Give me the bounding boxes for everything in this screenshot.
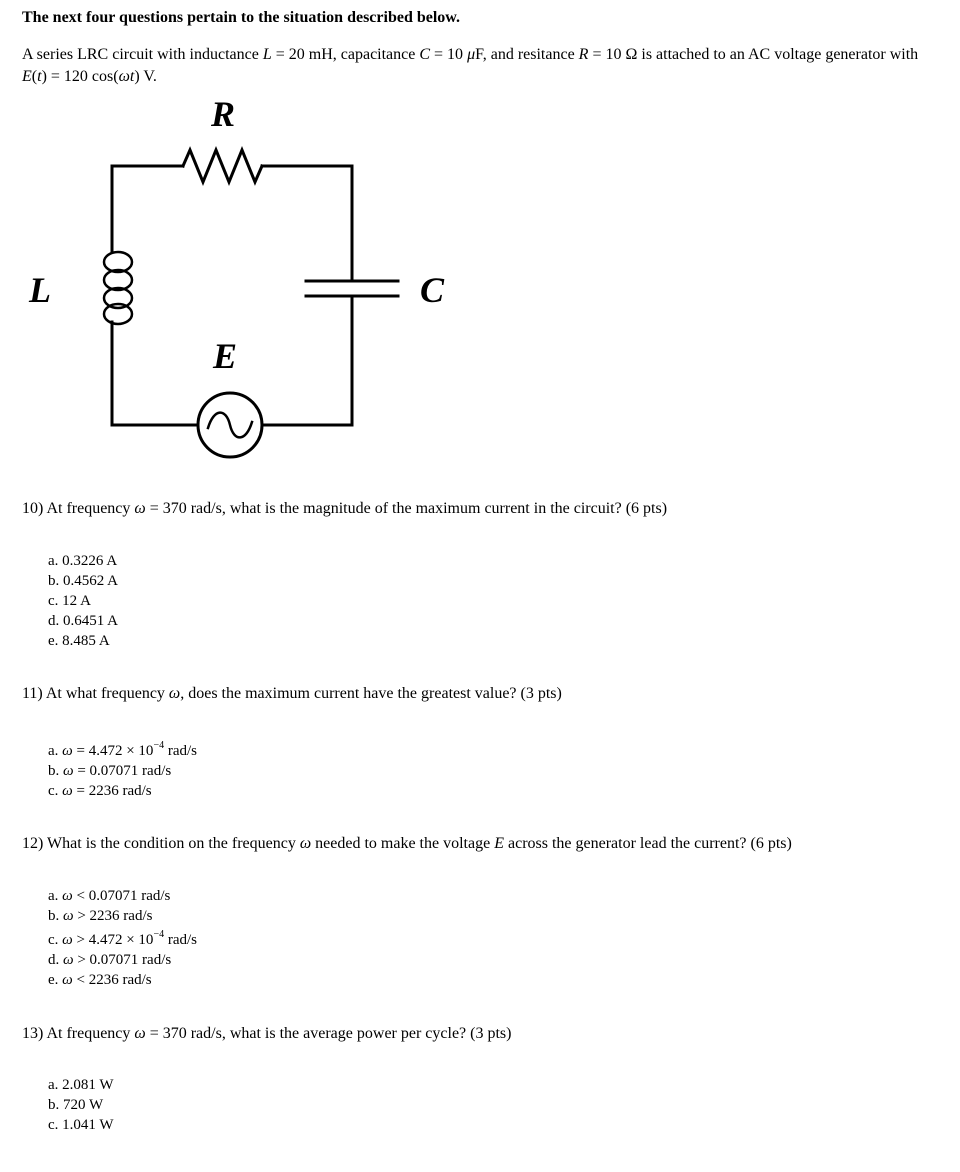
q11-option-a: a. $\omega = 4.472 \times 10^{-4}$ rad/s	[48, 740, 197, 759]
q10-option-a: a. 0.3226 A	[48, 553, 118, 569]
question-10: 10) At frequency ω = 370 rad/s, what is the magnitude of the maximum current in the circuit? (6 pts)	[22, 500, 668, 517]
q12-option-c: c. $\omega > 4.472 \times 10^{-4}$ rad/s	[48, 929, 197, 948]
q11-option-c: c. ω = 2236 rad/s	[48, 783, 152, 799]
wire-top-left	[112, 166, 183, 252]
resistor-symbol	[183, 150, 262, 182]
question-11: 11) At what frequency ω, does the maximum current have the greatest value? (3 pts)	[22, 685, 562, 702]
question-12: 12) What is the condition on the frequency ω needed to make the voltage E across the generator lead the current? (6 pts)	[22, 835, 792, 852]
q10-option-e: e. 8.485 A	[48, 633, 110, 649]
q10-option-d: d. 0.6451 A	[48, 613, 119, 629]
inductor-coil	[104, 252, 132, 324]
section-header: The next four questions pertain to the situation described below.	[22, 9, 460, 26]
q13-option-c: c. 1.041 W	[48, 1117, 114, 1133]
q13-option-a: a. 2.081 W	[48, 1077, 114, 1093]
lrc-circuit-diagram	[0, 0, 960, 470]
question-13: 13) At frequency ω = 370 rad/s, what is the average power per cycle? (3 pts)	[22, 1025, 512, 1042]
q12-option-d: d. ω > 0.07071 rad/s	[48, 952, 172, 968]
resistor-label: R	[211, 94, 236, 134]
wire-top-right	[262, 166, 352, 281]
wire-right-bottom	[262, 296, 352, 425]
q12-option-a: a. ω < 0.07071 rad/s	[48, 888, 171, 904]
inductor-label: L	[29, 270, 51, 310]
q12-option-e: e. ω < 2236 rad/s	[48, 972, 152, 988]
q11-option-b: b. ω = 0.07071 rad/s	[48, 763, 172, 779]
source-label: E	[213, 336, 238, 376]
capacitor-symbol	[306, 281, 398, 296]
q10-option-c: c. 12 A	[48, 593, 91, 609]
capacitor-label: C	[420, 270, 445, 310]
q10-option-b: b. 0.4562 A	[48, 573, 119, 589]
q13-option-b: b. 720 W	[48, 1097, 104, 1113]
wire-bottom-left	[112, 322, 198, 425]
ac-sine-wave	[208, 413, 252, 438]
q12-option-b: b. ω > 2236 rad/s	[48, 908, 153, 924]
problem-statement: A series LRC circuit with inductance L = 20 mH, capacitance C = 10 μF, and resitance R = 10 Ω is attached to an AC voltage generator with E(t) = 120 cos(ωt) V.	[22, 46, 919, 85]
